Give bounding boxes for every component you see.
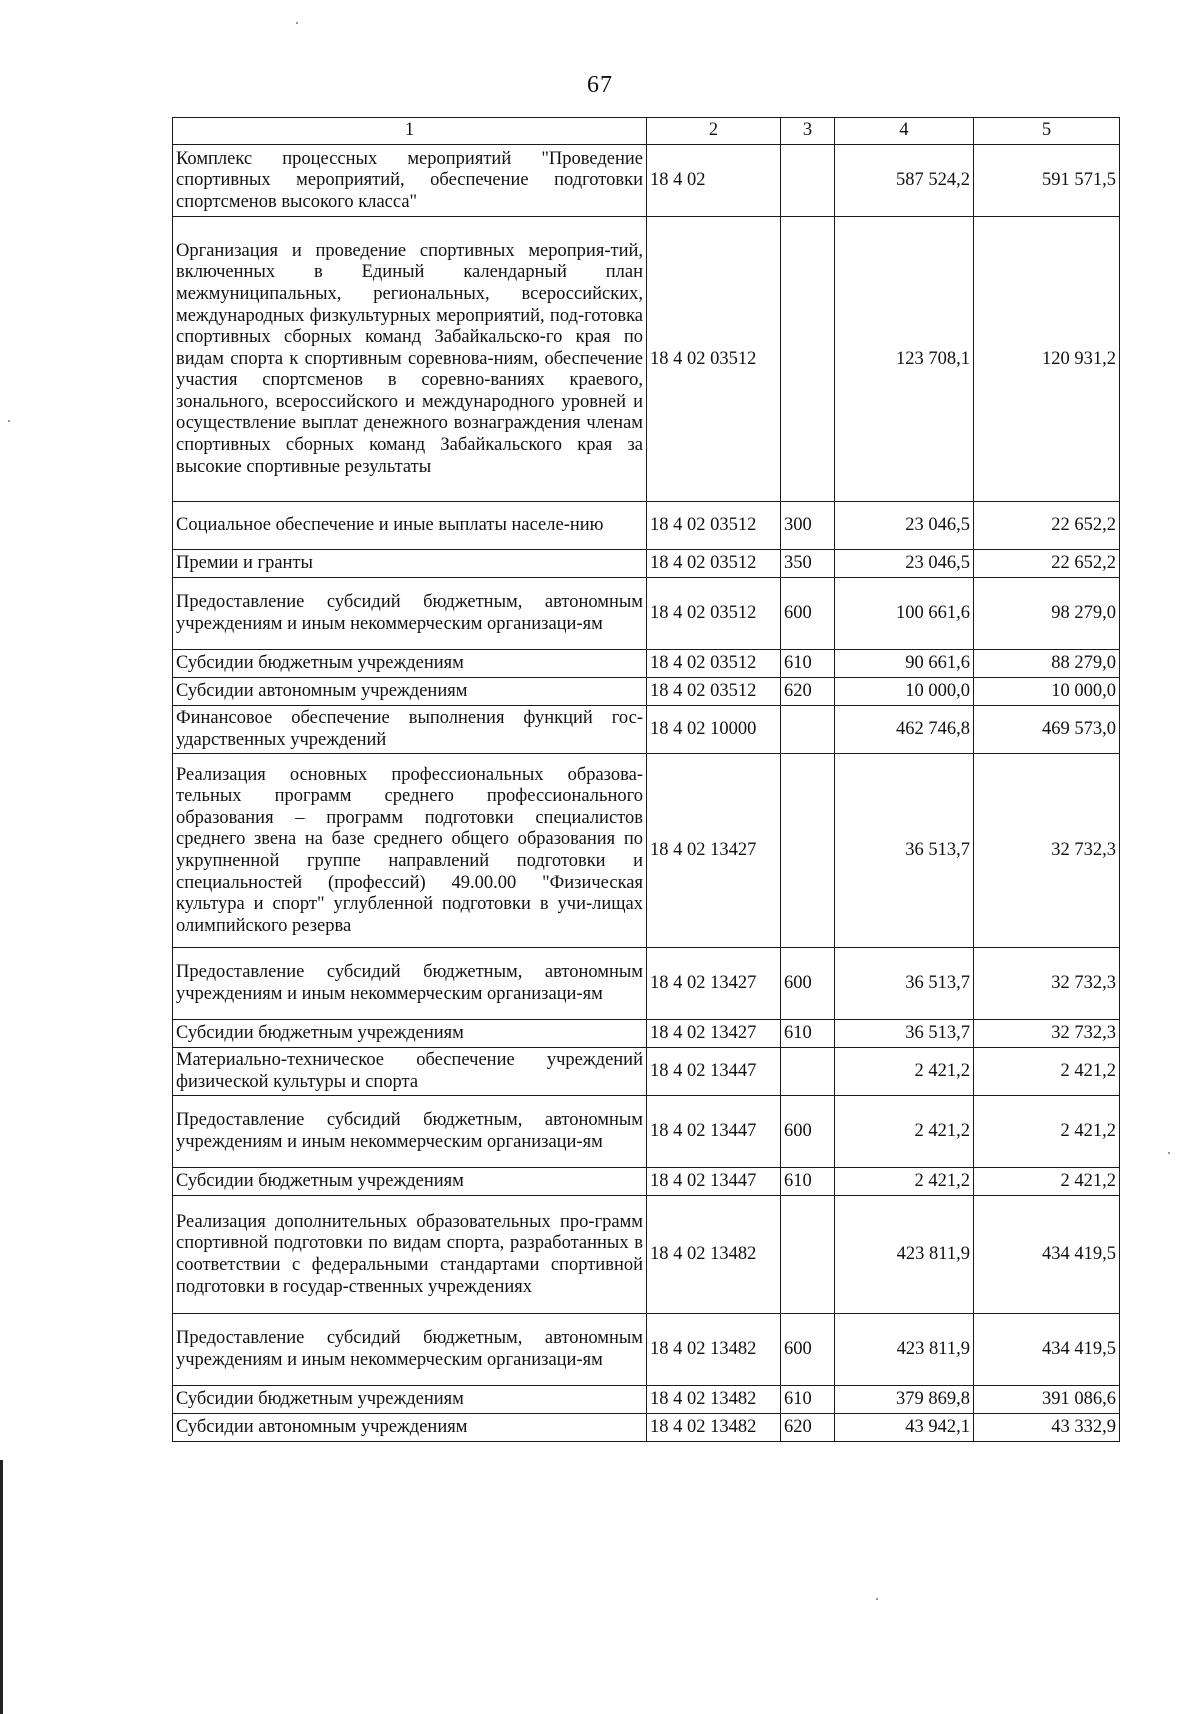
row-name: Организация и проведение спортивных мероприя-тий, включенных в Единый календарный план межмуниципальных, региональных, всероссийских, международных физкультурных мероприятий, под-готовка спортивных сборных команд Забайкальско-го края по видам спорта к спортивным соревнова-ниям, обеспечение участия спортсменов в соревно-ваниях краевого, зонального, всероссийского и международного уровней и осуществление выплат денежного вознаграждения членам спортивных сборных команд Забайкальского края за высокие спортивные результаты: [173, 217, 647, 502]
row-value-1: 23 046,5: [835, 550, 974, 578]
budget-table: [172, 117, 1120, 1442]
row-type: 610: [781, 1020, 835, 1048]
row-value-1: 379 869,8: [835, 1386, 974, 1414]
row-name: Материально-техническое обеспечение учреждений физической культуры и спорта: [173, 1048, 647, 1096]
table-row: [173, 1048, 1120, 1096]
row-value-2: 32 732,3: [974, 1020, 1120, 1048]
table-row: [173, 678, 1120, 706]
row-value-2: 43 332,9: [974, 1414, 1120, 1442]
row-name: Предоставление субсидий бюджетным, автономным учреждениям и иным некоммерческим организаци-ям: [173, 1314, 647, 1386]
row-name: Премии и гранты: [173, 550, 647, 578]
scan-speck: [296, 22, 298, 24]
row-code: 18 4 02 13482: [647, 1314, 781, 1386]
row-code: 18 4 02 03512: [647, 650, 781, 678]
row-code: 18 4 02 13447: [647, 1048, 781, 1096]
row-value-1: 2 421,2: [835, 1096, 974, 1168]
row-type: 610: [781, 1386, 835, 1414]
row-type: 300: [781, 502, 835, 550]
row-type: 610: [781, 650, 835, 678]
row-value-1: 462 746,8: [835, 706, 974, 754]
row-value-1: 2 421,2: [835, 1048, 974, 1096]
row-name: Комплекс процессных мероприятий "Проведение спортивных мероприятий, обеспечение подготовки спортсменов высокого класса": [173, 145, 647, 217]
row-code: 18 4 02 13427: [647, 948, 781, 1020]
row-code: 18 4 02 03512: [647, 502, 781, 550]
row-name: Субсидии бюджетным учреждениям: [173, 1020, 647, 1048]
row-value-1: 587 524,2: [835, 145, 974, 217]
row-value-1: 36 513,7: [835, 754, 974, 948]
row-type: 600: [781, 578, 835, 650]
row-type: 620: [781, 1414, 835, 1442]
row-value-2: 434 419,5: [974, 1196, 1120, 1314]
row-value-1: 10 000,0: [835, 678, 974, 706]
row-value-1: 36 513,7: [835, 948, 974, 1020]
table-row: [173, 1314, 1120, 1386]
table-row: [173, 217, 1120, 502]
row-value-2: 469 573,0: [974, 706, 1120, 754]
row-value-1: 2 421,2: [835, 1168, 974, 1196]
table-row: [173, 754, 1120, 948]
row-value-2: 22 652,2: [974, 502, 1120, 550]
page-number: 67: [587, 72, 613, 98]
row-code: 18 4 02 03512: [647, 550, 781, 578]
row-value-2: 98 279,0: [974, 578, 1120, 650]
row-type: 620: [781, 678, 835, 706]
table-row: [173, 502, 1120, 550]
row-type: 600: [781, 948, 835, 1020]
row-name: Финансовое обеспечение выполнения функций гос-ударственных учреждений: [173, 706, 647, 754]
row-value-1: 423 811,9: [835, 1196, 974, 1314]
row-code: 18 4 02 13447: [647, 1168, 781, 1196]
table-row: [173, 706, 1120, 754]
header-col-2: 2: [647, 118, 781, 145]
row-value-1: 423 811,9: [835, 1314, 974, 1386]
row-code: 18 4 02 13427: [647, 1020, 781, 1048]
row-name: Реализация дополнительных образовательных про-грамм спортивной подготовки по видам спорта, разработанных в соответствии с федеральными стандартами спортивной подготовки в государ-ственных учреждениях: [173, 1196, 647, 1314]
table-header-row: [173, 118, 1120, 145]
row-type: 350: [781, 550, 835, 578]
table-row: [173, 948, 1120, 1020]
row-code: 18 4 02 13447: [647, 1096, 781, 1168]
row-value-2: 591 571,5: [974, 145, 1120, 217]
row-value-1: 36 513,7: [835, 1020, 974, 1048]
row-code: 18 4 02 13482: [647, 1386, 781, 1414]
row-type: [781, 1048, 835, 1096]
row-name: Субсидии бюджетным учреждениям: [173, 1386, 647, 1414]
scan-speck: [8, 420, 10, 422]
row-code: 18 4 02 03512: [647, 578, 781, 650]
row-value-1: 23 046,5: [835, 502, 974, 550]
row-type: 610: [781, 1168, 835, 1196]
row-name: Предоставление субсидий бюджетным, автономным учреждениям и иным некоммерческим организаци-ям: [173, 578, 647, 650]
row-value-2: 434 419,5: [974, 1314, 1120, 1386]
header-col-4: 4: [835, 118, 974, 145]
row-name: Субсидии автономным учреждениям: [173, 1414, 647, 1442]
row-type: [781, 754, 835, 948]
row-type: 600: [781, 1314, 835, 1386]
row-name: Субсидии бюджетным учреждениям: [173, 1168, 647, 1196]
table-row: [173, 1196, 1120, 1314]
row-name: Социальное обеспечение и иные выплаты населе-нию: [173, 502, 647, 550]
table-row: [173, 145, 1120, 217]
header-col-5: 5: [974, 118, 1120, 145]
row-value-2: 32 732,3: [974, 754, 1120, 948]
row-code: 18 4 02 13427: [647, 754, 781, 948]
row-name: Предоставление субсидий бюджетным, автономным учреждениям и иным некоммерческим организаци-ям: [173, 1096, 647, 1168]
table-row: [173, 1020, 1120, 1048]
row-name: Предоставление субсидий бюджетным, автономным учреждениям и иным некоммерческим организаци-ям: [173, 948, 647, 1020]
row-value-2: 88 279,0: [974, 650, 1120, 678]
row-code: 18 4 02 03512: [647, 678, 781, 706]
row-value-2: 2 421,2: [974, 1096, 1120, 1168]
table-body: [173, 145, 1120, 1442]
row-value-1: 90 661,6: [835, 650, 974, 678]
row-value-1: 123 708,1: [835, 217, 974, 502]
row-value-2: 391 086,6: [974, 1386, 1120, 1414]
row-type: 600: [781, 1096, 835, 1168]
table-row: [173, 1168, 1120, 1196]
scan-speck: [1168, 1152, 1170, 1154]
table-row: [173, 1386, 1120, 1414]
row-type: [781, 706, 835, 754]
table-row: [173, 1414, 1120, 1442]
row-code: 18 4 02: [647, 145, 781, 217]
scan-edge-line: [0, 1460, 3, 1714]
row-name: Субсидии автономным учреждениям: [173, 678, 647, 706]
row-value-2: 10 000,0: [974, 678, 1120, 706]
row-type: [781, 1196, 835, 1314]
row-name: Реализация основных профессиональных образова-тельных программ среднего профессионального образования – программ подготовки специалистов среднего звена на базе среднего общего образования по укрупненной группе направлений подготовки и специальностей (профессий) 49.00.00 "Физическая культура и спорт" углубленной подготовки в учи-лищах олимпийского резерва: [173, 754, 647, 948]
table-row: [173, 550, 1120, 578]
row-code: 18 4 02 13482: [647, 1414, 781, 1442]
row-value-1: 43 942,1: [835, 1414, 974, 1442]
table-row: [173, 650, 1120, 678]
row-value-2: 120 931,2: [974, 217, 1120, 502]
row-value-1: 100 661,6: [835, 578, 974, 650]
table-row: [173, 578, 1120, 650]
header-col-3: 3: [781, 118, 835, 145]
row-value-2: 2 421,2: [974, 1048, 1120, 1096]
header-col-1: 1: [173, 118, 647, 145]
row-value-2: 22 652,2: [974, 550, 1120, 578]
scan-speck: [876, 1598, 878, 1600]
row-code: 18 4 02 10000: [647, 706, 781, 754]
row-type: [781, 145, 835, 217]
row-type: [781, 217, 835, 502]
row-code: 18 4 02 03512: [647, 217, 781, 502]
row-name: Субсидии бюджетным учреждениям: [173, 650, 647, 678]
table-row: [173, 1096, 1120, 1168]
row-value-2: 2 421,2: [974, 1168, 1120, 1196]
row-code: 18 4 02 13482: [647, 1196, 781, 1314]
row-value-2: 32 732,3: [974, 948, 1120, 1020]
